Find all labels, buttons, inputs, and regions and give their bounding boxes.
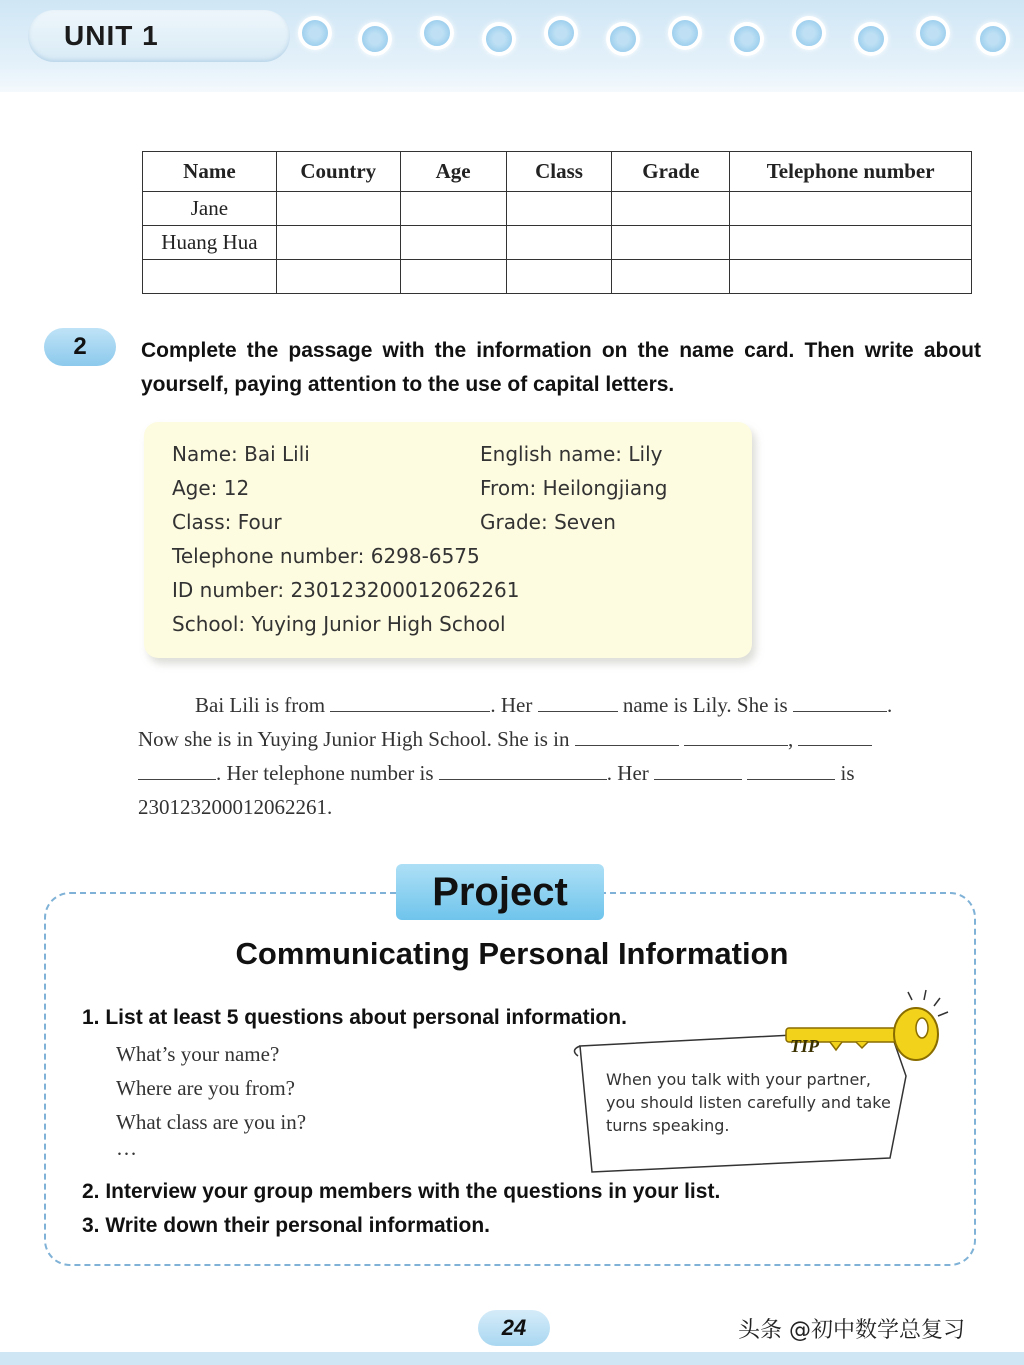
decorative-circle-icon — [792, 16, 826, 50]
table-cell[interactable] — [730, 192, 972, 226]
table-cell[interactable] — [612, 192, 730, 226]
answer-blank[interactable] — [798, 724, 872, 746]
decorative-circle-icon — [358, 22, 392, 56]
card-name: Name: Bai Lili — [172, 442, 310, 466]
table-row — [143, 260, 972, 294]
passage-text: . Her telephone number is — [216, 761, 434, 785]
decorative-circle-icon — [420, 16, 454, 50]
table-cell: Huang Hua — [143, 226, 277, 260]
table-cell[interactable] — [506, 260, 612, 294]
answer-blank[interactable] — [575, 724, 679, 746]
table-cell[interactable] — [276, 226, 400, 260]
answer-blank[interactable] — [684, 724, 788, 746]
card-school: School: Yuying Junior High School — [172, 612, 506, 636]
answer-blank[interactable] — [138, 758, 216, 780]
passage-line — [138, 756, 980, 790]
decorative-circle-icon — [916, 16, 950, 50]
project-step-3: 3. Write down their personal information. — [82, 1214, 490, 1237]
card-from: From: Heilongjiang — [480, 476, 668, 500]
passage-line — [138, 722, 980, 756]
passage-text: Now she is in Yuying Junior High School. She is in — [138, 727, 570, 751]
answer-blank[interactable] — [793, 690, 887, 712]
answer-blank[interactable] — [654, 758, 742, 780]
decorative-circle-icon — [730, 22, 764, 56]
passage-line: 230123200012062261. — [138, 795, 333, 819]
table-cell[interactable] — [506, 226, 612, 260]
decorative-circle-icon — [544, 16, 578, 50]
unit-label: UNIT 1 — [64, 20, 159, 51]
decorative-circle-icon — [854, 22, 888, 56]
exercise-instructions: Complete the passage with the information on the name card. Then write about yourself, paying attention to the use of capital letters. — [141, 339, 981, 396]
question-item: Where are you from? — [116, 1076, 295, 1100]
answer-blank[interactable] — [330, 690, 490, 712]
decorative-circle-icon — [606, 22, 640, 56]
exercise-number-badge: 2 — [44, 328, 116, 366]
table-row — [143, 192, 972, 226]
table-cell[interactable] — [400, 260, 506, 294]
passage-text: . — [886, 693, 893, 717]
project-step-1: 1. List at least 5 questions about personal information. — [82, 1006, 627, 1029]
column-header: Grade — [612, 152, 730, 192]
table-cell[interactable] — [612, 226, 730, 260]
bottom-band — [0, 1352, 1024, 1365]
column-header: Telephone number — [730, 152, 972, 192]
answer-blank[interactable] — [747, 758, 835, 780]
page-number: 24 — [478, 1310, 550, 1346]
answer-blank[interactable] — [439, 758, 607, 780]
table-row — [143, 226, 972, 260]
project-title: Project — [432, 870, 568, 914]
table-cell[interactable] — [276, 260, 400, 294]
table-cell[interactable] — [143, 260, 277, 294]
passage-line — [138, 688, 980, 722]
table-cell[interactable] — [730, 260, 972, 294]
card-english-name: English name: Lily — [480, 442, 663, 466]
question-item: … — [116, 1136, 137, 1160]
card-age: Age: 12 — [172, 476, 250, 500]
tip-text: When you talk with your partner, you should listen carefully and take turns speaking. — [606, 1070, 891, 1135]
decorative-circle-icon — [668, 16, 702, 50]
card-class: Class: Four — [172, 510, 282, 534]
column-header: Class — [506, 152, 612, 192]
passage-text: name is Lily. She is — [622, 693, 788, 717]
card-id-number: ID number: 230123200012062261 — [172, 578, 520, 602]
card-grade: Grade: Seven — [480, 510, 616, 534]
table-header-row — [143, 152, 972, 192]
passage-text: is — [840, 761, 855, 785]
table-cell[interactable] — [612, 260, 730, 294]
table-cell[interactable] — [400, 192, 506, 226]
table-cell[interactable] — [730, 226, 972, 260]
question-item: What’s your name? — [116, 1042, 280, 1066]
table-cell[interactable] — [506, 192, 612, 226]
decorative-circle-icon — [976, 22, 1010, 56]
fill-in-passage — [138, 688, 980, 824]
decorative-circle-icon — [298, 16, 332, 50]
table-cell[interactable] — [276, 192, 400, 226]
column-header: Country — [276, 152, 400, 192]
unit-header-band — [0, 0, 1024, 92]
passage-text: . Her — [606, 761, 649, 785]
passage-text: , — [787, 727, 794, 751]
tip-label: TIP — [790, 1036, 819, 1056]
watermark-text: 头条 @初中数学总复习 — [738, 1318, 965, 1343]
passage-text: Bai Lili is from — [195, 693, 326, 717]
table-cell[interactable] — [400, 226, 506, 260]
personal-info-table — [142, 151, 972, 294]
passage-text: . Her — [490, 693, 533, 717]
project-subtitle: Communicating Personal Information — [235, 936, 789, 971]
column-header: Age — [400, 152, 506, 192]
table-cell: Jane — [143, 192, 277, 226]
column-header: Name — [143, 152, 277, 192]
name-card — [144, 422, 752, 658]
answer-blank[interactable] — [538, 690, 618, 712]
decorative-circle-icon — [482, 22, 516, 56]
card-telephone: Telephone number: 6298-6575 — [172, 544, 480, 568]
project-step-2: 2. Interview your group members with the questions in your list. — [82, 1180, 721, 1203]
question-item: What class are you in? — [116, 1110, 307, 1134]
